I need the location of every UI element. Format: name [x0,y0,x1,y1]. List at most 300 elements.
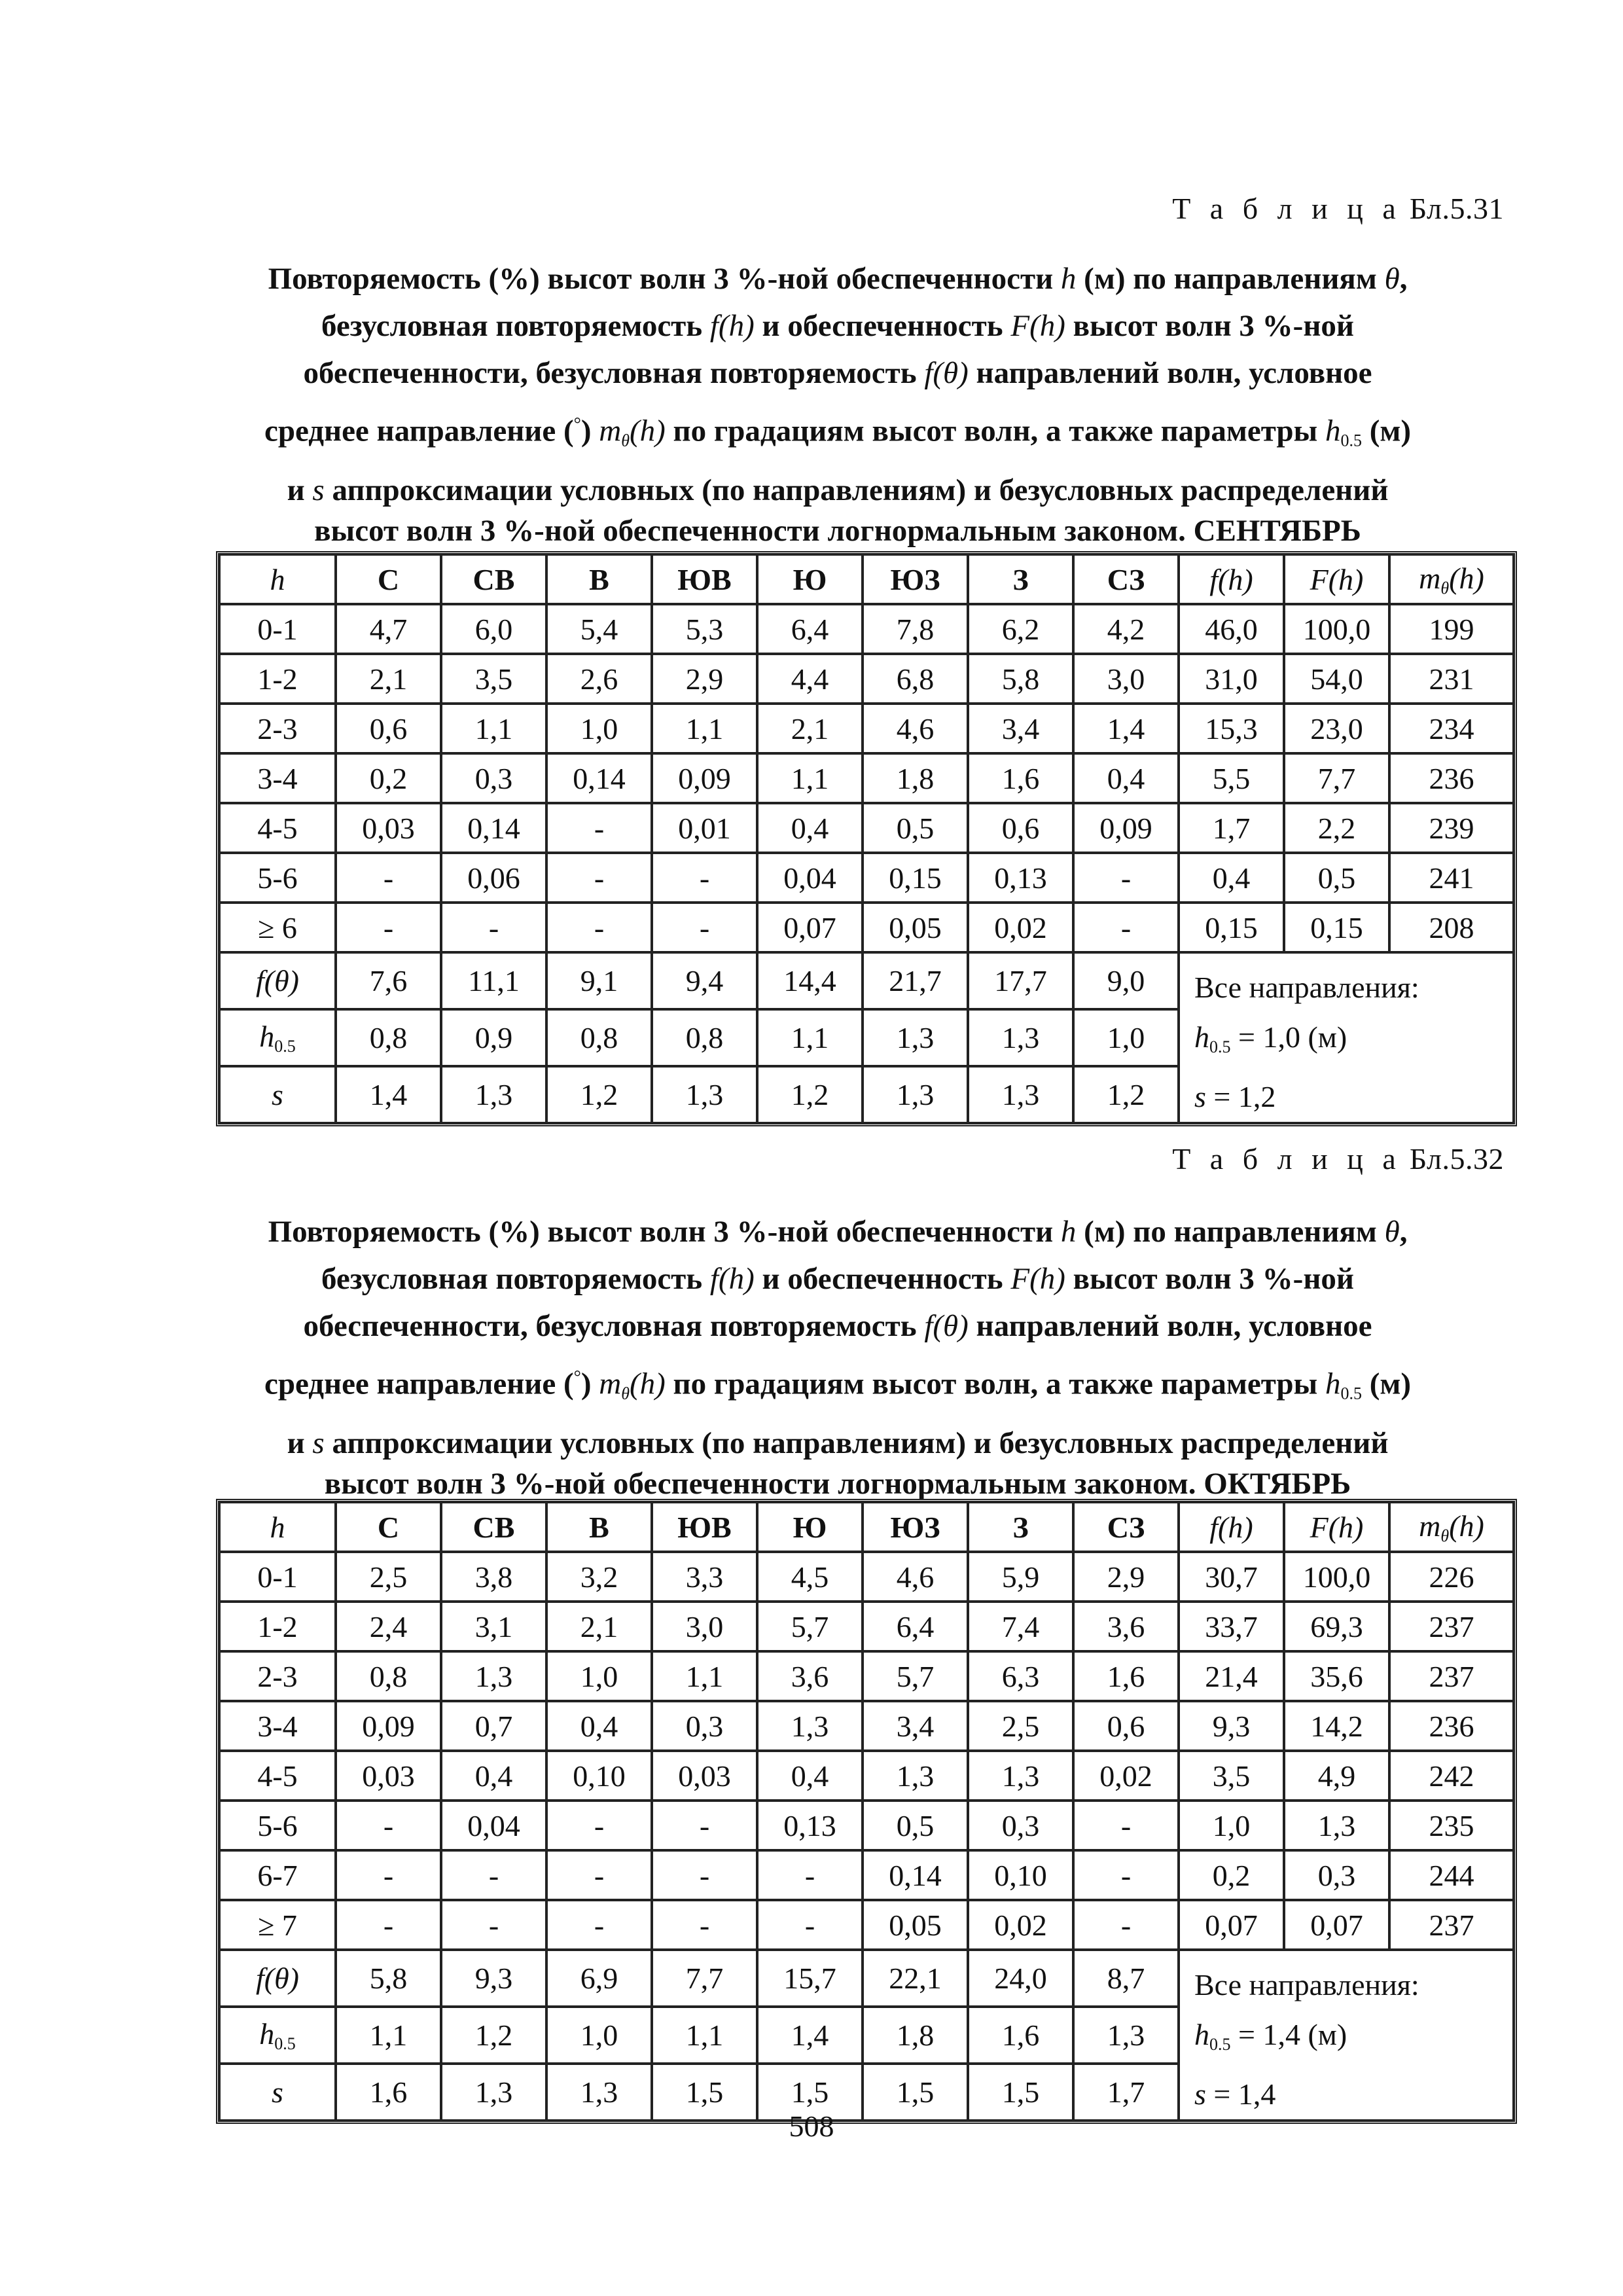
caption-text: аппроксимации условных (по направлениям) и безусловных распределений [332,473,1389,507]
caption-math: h [1060,262,1077,296]
caption-math: f(θ) [924,356,969,390]
caption-math: θ [621,1384,630,1403]
table-cell: - [546,853,652,903]
table-cell: 0,3 [441,753,546,803]
table-cell: 0,06 [441,853,546,903]
table-cell: - [1073,903,1179,952]
table-cell: 4,2 [1073,604,1179,654]
table-cell: 1,5 [968,2064,1073,2121]
table-cell: 1,3 [441,1651,546,1701]
caption-math: θ [1384,262,1400,296]
table-cell: 0,9 [441,1009,546,1066]
table-cell: 1,1 [652,2007,757,2064]
table-row [219,1651,1514,1701]
table-cell: 1,2 [757,1066,863,1123]
caption-text: высот волн 3 %-ной обеспеченности логнормальным законом. ОКТЯБРЬ [324,1466,1351,1501]
all-directions-note [1179,952,1514,1123]
table-cell: - [441,1900,546,1950]
table-cell: 1,3 [757,1701,863,1751]
table-cell: 0,6 [968,803,1073,853]
table-cell: 0,01 [652,803,757,853]
row-label: 1-2 [219,1602,336,1651]
table-cell: 0,5 [863,803,968,853]
caption-math: f(h) [709,309,755,343]
row-label [219,2007,336,2064]
table-cell: 54,0 [1284,654,1389,704]
table-cell: - [1073,1900,1179,1950]
caption-math: F(h) [1010,1262,1065,1296]
table-cell: 0,4 [546,1701,652,1751]
table-cell: 5,3 [652,604,757,654]
header-text: F(h) [1310,1510,1364,1544]
table-cell: 8,7 [1073,1950,1179,2007]
table-cell: 3,6 [1073,1602,1179,1651]
ftheta-row [219,1950,1514,2007]
note-title: Все направления: [1194,971,1419,1004]
table-cell: 0,2 [1179,1850,1284,1900]
table-cell: 3,0 [652,1602,757,1651]
caption-math: f(θ) [924,1309,969,1343]
table-cell: - [336,903,441,952]
table-cell: 22,1 [863,1950,968,2007]
caption-text: высот волн 3 %-ной обеспеченности логнормальным законом. СЕНТЯБРЬ [314,513,1361,548]
table-cell: - [336,1850,441,1900]
table-cell: 1,1 [441,704,546,753]
header-yu: Ю [757,554,863,604]
caption-math: 0.5 [1340,1384,1362,1403]
caption-math: s [312,473,325,507]
table-cell: 1,6 [968,2007,1073,2064]
table-cell: 0,03 [336,1751,441,1801]
header-cb: СВ [441,1502,546,1552]
table-cell: 5,8 [336,1950,441,2007]
table-cell: - [652,853,757,903]
header-m [1389,1502,1514,1552]
table-cell: 3,4 [968,704,1073,753]
table-cell: 0,05 [863,1900,968,1950]
table-cell: 1,3 [1284,1801,1389,1850]
table-cell: 3,8 [441,1552,546,1602]
table-cell: 0,09 [336,1701,441,1751]
row-label-text: s [272,1078,283,1111]
table-row [219,654,1514,704]
table-cell: 24,0 [968,1950,1073,2007]
row-label [219,952,336,1009]
caption-text: (м) по направлениям [1084,262,1377,296]
table-row [219,1751,1514,1801]
table-cell: 6,4 [863,1602,968,1651]
table-cell: 0,3 [968,1801,1073,1850]
caption-text: обеспеченности, безусловная повторяемость [303,1309,917,1343]
table-cell: - [336,1801,441,1850]
table-cell: 15,3 [1179,704,1284,753]
caption-text: и обеспеченность [762,309,1003,343]
row-label-text: 0.5 [274,1037,296,1056]
table-cell: - [546,903,652,952]
header-sz: СЗ [1073,1502,1179,1552]
table-cell: 2,1 [546,1602,652,1651]
caption-text: безусловная повторяемость [321,309,703,343]
table-cell: 242 [1389,1751,1514,1801]
table-cell: 7,6 [336,952,441,1009]
caption-text: и [287,473,305,507]
table-cell: 0,07 [1284,1900,1389,1950]
table-cell: 226 [1389,1552,1514,1602]
table-cell: 0,04 [441,1801,546,1850]
caption-math: (h) [629,1367,666,1401]
table-cell: 0,2 [336,753,441,803]
row-label: 1-2 [219,654,336,704]
caption-text: высот волн 3 %-ной [1073,1262,1354,1296]
table-cell: 2,5 [968,1701,1073,1751]
table-cell: 5,7 [863,1651,968,1701]
table-cell: - [652,1900,757,1950]
caption-math: ° [573,1367,581,1388]
table-label [1172,1141,1504,1176]
table-row [219,604,1514,654]
header-b: В [546,554,652,604]
row-label-text: 0.5 [274,2034,296,2053]
table-cell: 0,07 [1179,1900,1284,1950]
header-yuz: ЮЗ [863,554,968,604]
header-yub: ЮВ [652,554,757,604]
note-text: s [1194,1080,1206,1113]
table-cell: 1,3 [863,1066,968,1123]
table-cell: 0,05 [863,903,968,952]
row-label [219,1066,336,1123]
table-cell: 1,0 [546,704,652,753]
table-cell: - [336,1900,441,1950]
table-cell: 244 [1389,1850,1514,1900]
row-label: 5-6 [219,853,336,903]
table-cell: 237 [1389,1900,1514,1950]
table-cell: 0,4 [757,803,863,853]
table-cell: 6,4 [757,604,863,654]
data-table [216,551,1517,1126]
table-cell: 0,8 [546,1009,652,1066]
table-cell: 4,7 [336,604,441,654]
table-cell: 1,3 [652,1066,757,1123]
caption-text: , [1399,262,1408,296]
header-text: h [270,562,285,596]
caption-text: по градациям высот волн, а также параметры [673,414,1318,448]
table-cell: 0,4 [1179,853,1284,903]
caption-text: ) [580,1367,592,1401]
caption-math: θ [621,431,630,450]
table-cell: 0,3 [652,1701,757,1751]
table-cell: 9,0 [1073,952,1179,1009]
table-cell: 1,4 [336,1066,441,1123]
table-caption [196,1208,1479,1503]
table-cell: 0,8 [336,1009,441,1066]
table-cell: 3,1 [441,1602,546,1651]
table-cell: - [757,1900,863,1950]
header-h [219,1502,336,1552]
row-label-text: s [272,2075,283,2109]
caption-text: направлений волн, условное [976,1309,1372,1343]
table-cell: 30,7 [1179,1552,1284,1602]
table-cell: 5,5 [1179,753,1284,803]
table-cell: 1,2 [1073,1066,1179,1123]
caption-text: среднее направление ( [264,414,574,448]
table-row [219,1552,1514,1602]
caption-text: направлений волн, условное [976,356,1372,390]
table-cell: 5,7 [757,1602,863,1651]
table-cell: - [652,903,757,952]
table-cell: 1,1 [757,753,863,803]
caption-text: (м) [1369,414,1412,448]
table-cell: 1,4 [1073,704,1179,753]
header-text: f(h) [1209,562,1253,596]
table-cell: 1,5 [757,2064,863,2121]
row-label-text: f(θ) [255,964,299,997]
note-text: 0.5 [1209,2035,1231,2054]
table-cell: 0,5 [863,1801,968,1850]
caption-text: и обеспеченность [762,1262,1003,1296]
table-cell: 0,15 [863,853,968,903]
row-label-text: h [259,2017,275,2051]
header-m [1389,554,1514,604]
table-cell: 0,8 [652,1009,757,1066]
header-z: З [968,1502,1073,1552]
table-row [219,1602,1514,1651]
table-cell: 5,8 [968,654,1073,704]
table-cell: - [546,1850,652,1900]
table-cell: 5,4 [546,604,652,654]
table-cell: - [1073,1801,1179,1850]
header-text: θ [1440,578,1450,598]
table-cell: 0,6 [336,704,441,753]
page-number: 508 [789,2109,834,2143]
caption-text: Повторяемость (%) высот волн 3 %-ной обеспеченности [268,1215,1054,1249]
caption-math: (h) [629,414,666,448]
table-cell: - [546,1801,652,1850]
caption-text: безусловная повторяемость [321,1262,703,1296]
table-label-prefix: Т а б л и ц а [1172,1142,1402,1175]
table-cell: 0,13 [968,853,1073,903]
caption-text: среднее направление ( [264,1367,574,1401]
table-row [219,853,1514,903]
caption-text: , [1399,1215,1408,1249]
all-directions-note [1179,1950,1514,2121]
table-cell: 1,3 [441,2064,546,2121]
table-cell: 0,03 [652,1751,757,1801]
table-cell: 1,3 [968,1009,1073,1066]
table-cell: 1,3 [863,1751,968,1801]
table-cell: 4,9 [1284,1751,1389,1801]
table-cell: 199 [1389,604,1514,654]
table-cell: 1,2 [441,2007,546,2064]
table-cell: 7,4 [968,1602,1073,1651]
table-cell: 15,7 [757,1950,863,2007]
table-header-row [219,1502,1514,1552]
note-text: h [1194,2018,1209,2051]
table-cell: 9,4 [652,952,757,1009]
table-cell: 6,8 [863,654,968,704]
row-label: 3-4 [219,753,336,803]
row-label: 0-1 [219,1552,336,1602]
header-b: В [546,1502,652,1552]
table-cell: 1,3 [968,1066,1073,1123]
table-cell: 1,3 [863,1009,968,1066]
table-cell: 2,2 [1284,803,1389,853]
row-label-text: f(θ) [255,1962,299,1995]
header-text: (h) [1449,1509,1484,1543]
table-cell: 4,4 [757,654,863,704]
row-label: 6-7 [219,1850,336,1900]
table-cell: 3,4 [863,1701,968,1751]
table-cell: 0,4 [757,1751,863,1801]
table-cell: 0,8 [336,1651,441,1701]
table-caption [196,255,1479,550]
header-text: f(h) [1209,1510,1253,1544]
note-text: (м) [1308,1020,1347,1054]
table-cell: - [336,853,441,903]
table-cell: - [757,1850,863,1900]
table-cell: 1,8 [863,2007,968,2064]
table-cell: 6,9 [546,1950,652,2007]
table-cell: 0,7 [441,1701,546,1751]
table-cell: 6,0 [441,604,546,654]
table-cell: 7,7 [1284,753,1389,803]
note-h [1194,2010,1512,2070]
table-cell: 1,4 [757,2007,863,2064]
table-cell: 6,3 [968,1651,1073,1701]
table-cell: 2,6 [546,654,652,704]
table-cell: 0,14 [863,1850,968,1900]
table-cell: - [652,1801,757,1850]
row-label: 0-1 [219,604,336,654]
table-cell: 236 [1389,753,1514,803]
header-c: С [336,554,441,604]
row-label: 5-6 [219,1801,336,1850]
header-c: С [336,1502,441,1552]
table-label-number: Бл.5.32 [1409,1142,1504,1175]
table-cell: 2,1 [336,654,441,704]
caption-text: по градациям высот волн, а также параметры [673,1367,1318,1401]
table-header-row [219,554,1514,604]
table-cell: 21,7 [863,952,968,1009]
note-text: = 1,0 [1238,1020,1300,1054]
table-cell: 4,6 [863,704,968,753]
table-cell: 231 [1389,654,1514,704]
header-h [219,554,336,604]
table-row [219,903,1514,952]
header-text: (h) [1449,561,1484,595]
table-cell: 1,1 [336,2007,441,2064]
table-cell: 0,4 [441,1751,546,1801]
table-cell: 6,2 [968,604,1073,654]
table-cell: 5,9 [968,1552,1073,1602]
table-cell: 208 [1389,903,1514,952]
table-cell: 3,0 [1073,654,1179,704]
header-cb: СВ [441,554,546,604]
table-cell: 1,6 [1073,1651,1179,1701]
table-cell: 0,14 [441,803,546,853]
table-cell: 235 [1389,1801,1514,1850]
header-yub: ЮВ [652,1502,757,1552]
caption-text: (м) по направлениям [1084,1215,1377,1249]
caption-math: 0.5 [1340,431,1362,450]
table-cell: 0,6 [1073,1701,1179,1751]
row-label [219,1950,336,2007]
table-cell: 9,1 [546,952,652,1009]
table-cell: 1,3 [546,2064,652,2121]
caption-math: h [1325,1367,1341,1401]
table-cell: 0,15 [1284,903,1389,952]
table-cell: 0,07 [757,903,863,952]
table-cell: - [441,1850,546,1900]
table-cell: 2,4 [336,1602,441,1651]
row-label: 2-3 [219,1651,336,1701]
table-cell: 1,0 [546,1651,652,1701]
table-cell: 1,1 [757,1009,863,1066]
table-row [219,1701,1514,1751]
table-cell: 2,9 [1073,1552,1179,1602]
table-cell: 14,4 [757,952,863,1009]
table-cell: 7,7 [652,1950,757,2007]
table-cell: 100,0 [1284,1552,1389,1602]
table-cell: - [1073,853,1179,903]
header-text: m [1419,1509,1441,1543]
table-cell: 46,0 [1179,604,1284,654]
table-cell: 237 [1389,1602,1514,1651]
caption-text: ) [580,414,592,448]
note-text: s [1194,2077,1206,2111]
table-cell: 239 [1389,803,1514,853]
table-cell: 33,7 [1179,1602,1284,1651]
table-cell: - [652,1850,757,1900]
row-label: ≥ 7 [219,1900,336,1950]
table-cell: 1,0 [1073,1009,1179,1066]
table-cell: 31,0 [1179,654,1284,704]
header-text: θ [1440,1526,1450,1545]
table-cell: 0,02 [1073,1751,1179,1801]
table-cell: 69,3 [1284,1602,1389,1651]
table-cell: - [546,803,652,853]
row-label: 4-5 [219,1751,336,1801]
header-sz: СЗ [1073,554,1179,604]
table-cell: 2,1 [757,704,863,753]
table-cell: 21,4 [1179,1651,1284,1701]
table-cell: 1,5 [652,2064,757,2121]
table-cell: 1,1 [652,1651,757,1701]
row-label-text: h [259,1020,275,1053]
header-yu: Ю [757,1502,863,1552]
table-cell: 1,3 [968,1751,1073,1801]
table-cell: - [546,1900,652,1950]
caption-math: s [312,1426,325,1460]
table-cell: 3,5 [441,654,546,704]
header-fh [1179,554,1284,604]
table-label-number: Бл.5.31 [1409,192,1504,225]
header-text: h [270,1510,285,1544]
row-label: ≥ 6 [219,903,336,952]
table-cell: 1,6 [968,753,1073,803]
table-cell: 0,15 [1179,903,1284,952]
table-cell: 14,2 [1284,1701,1389,1751]
caption-text: и [287,1426,305,1460]
table-cell: 35,6 [1284,1651,1389,1701]
table-cell: 7,8 [863,604,968,654]
table-row [219,1801,1514,1850]
table-cell: 1,7 [1179,803,1284,853]
data-table [216,1499,1517,2124]
note-text: = 1,2 [1213,1080,1276,1113]
table-row [219,1850,1514,1900]
caption-text: аппроксимации условных (по направлениям) и безусловных распределений [332,1426,1389,1460]
table-cell: 2,9 [652,654,757,704]
